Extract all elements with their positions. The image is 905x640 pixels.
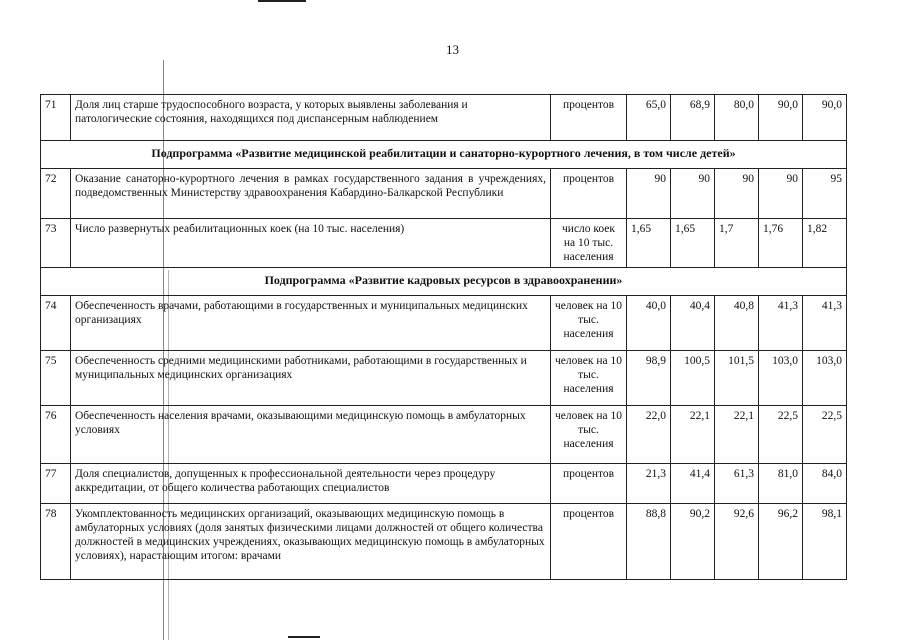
indicator-value: 88,8 — [627, 504, 671, 580]
indicator-value: 90,0 — [759, 95, 803, 141]
indicator-value: 1,65 — [671, 219, 715, 268]
indicator-description: Доля лиц старше трудоспособного возраста, у которых выявлены заболевания и патологические состояния, находящихся под диспансерным наблюдением — [71, 95, 551, 141]
indicator-value: 41,4 — [671, 464, 715, 504]
unit-of-measure: процентов — [551, 504, 627, 580]
indicator-value: 98,1 — [803, 504, 847, 580]
unit-of-measure: человек на 10 тыс. населения — [551, 406, 627, 464]
indicator-value: 22,1 — [715, 406, 759, 464]
indicator-value: 1,65 — [627, 219, 671, 268]
indicator-value: 41,3 — [759, 296, 803, 351]
row-number: 78 — [41, 504, 71, 580]
table-row — [41, 95, 847, 141]
unit-of-measure: процентов — [551, 169, 627, 219]
indicator-description: Обеспеченность населения врачами, оказывающими медицинскую помощь в амбулаторных условиях — [71, 406, 551, 464]
row-number: 72 — [41, 169, 71, 219]
indicator-value: 90,0 — [803, 95, 847, 141]
row-number: 75 — [41, 351, 71, 406]
indicator-description: Число развернутых реабилитационных коек (на 10 тыс. населения) — [71, 219, 551, 268]
indicator-value: 1,7 — [715, 219, 759, 268]
indicator-value: 22,1 — [671, 406, 715, 464]
indicator-value: 98,9 — [627, 351, 671, 406]
indicator-value: 103,0 — [803, 351, 847, 406]
indicator-value: 90 — [759, 169, 803, 219]
indicators-table — [40, 94, 847, 580]
indicator-value: 90 — [715, 169, 759, 219]
row-number: 73 — [41, 219, 71, 268]
page-number: 13 — [446, 42, 459, 57]
subprogram-header-row — [41, 141, 847, 169]
unit-of-measure: процентов — [551, 95, 627, 141]
indicator-value: 101,5 — [715, 351, 759, 406]
unit-of-measure: человек на 10 тыс. населения — [551, 296, 627, 351]
row-number: 71 — [41, 95, 71, 141]
indicator-value: 1,76 — [759, 219, 803, 268]
indicator-value: 84,0 — [803, 464, 847, 504]
table-row — [41, 296, 847, 351]
unit-of-measure: число коек на 10 тыс. населения — [551, 219, 627, 268]
unit-of-measure: процентов — [551, 464, 627, 504]
indicator-description: Оказание санаторно-курортного лечения в рамках государственного задания в учреждениях, подведомственных Министерству здравоохранения Кабардино-Балкарской Республики — [71, 169, 551, 219]
indicator-value: 1,82 — [803, 219, 847, 268]
indicator-value: 40,8 — [715, 296, 759, 351]
indicator-value: 90,2 — [671, 504, 715, 580]
indicator-value: 65,0 — [627, 95, 671, 141]
row-number: 74 — [41, 296, 71, 351]
scan-artifact-top — [258, 0, 306, 2]
table-row — [41, 169, 847, 219]
indicator-value: 95 — [803, 169, 847, 219]
subprogram-title: Подпрограмма «Развитие кадровых ресурсов в здравоохранении» — [41, 268, 847, 296]
row-number: 76 — [41, 406, 71, 464]
scan-artifact-bottom — [288, 636, 320, 638]
indicator-description: Обеспеченность средними медицинскими работниками, работающими в государственных и муниципальных медицинских организациях — [71, 351, 551, 406]
indicator-value: 40,0 — [627, 296, 671, 351]
indicator-value: 90 — [671, 169, 715, 219]
table-row — [41, 219, 847, 268]
indicator-value: 90 — [627, 169, 671, 219]
row-number: 77 — [41, 464, 71, 504]
indicator-value: 92,6 — [715, 504, 759, 580]
subprogram-header-row — [41, 268, 847, 296]
indicator-value: 41,3 — [803, 296, 847, 351]
indicator-value: 22,5 — [803, 406, 847, 464]
table-body — [41, 95, 847, 580]
indicator-value: 22,5 — [759, 406, 803, 464]
indicator-description: Укомплектованность медицинских организаций, оказывающих медицинскую помощь в амбулаторных условиях (доля занятых физическими лицами должностей от общего количества должностей в медицинских учреждениях, оказывающих медицинскую помощь в амбулаторных условиях), нарастающим итогом: врачами — [71, 504, 551, 580]
indicator-value: 21,3 — [627, 464, 671, 504]
indicator-description: Доля специалистов, допущенных к профессиональной деятельности через процедуру аккредитации, от общего количества работающих специалистов — [71, 464, 551, 504]
table-row — [41, 464, 847, 504]
unit-of-measure: человек на 10 тыс. населения — [551, 351, 627, 406]
table-row — [41, 351, 847, 406]
indicator-value: 100,5 — [671, 351, 715, 406]
indicator-value: 40,4 — [671, 296, 715, 351]
indicator-value: 96,2 — [759, 504, 803, 580]
indicator-value: 22,0 — [627, 406, 671, 464]
indicator-value: 68,9 — [671, 95, 715, 141]
indicator-value: 61,3 — [715, 464, 759, 504]
indicator-value: 81,0 — [759, 464, 803, 504]
indicator-description: Обеспеченность врачами, работающими в государственных и муниципальных медицинских организациях — [71, 296, 551, 351]
indicator-value: 103,0 — [759, 351, 803, 406]
indicator-value: 80,0 — [715, 95, 759, 141]
table-row — [41, 406, 847, 464]
table-row — [41, 504, 847, 580]
subprogram-title: Подпрограмма «Развитие медицинской реабилитации и санаторно-курортного лечения, в том числе детей» — [41, 141, 847, 169]
